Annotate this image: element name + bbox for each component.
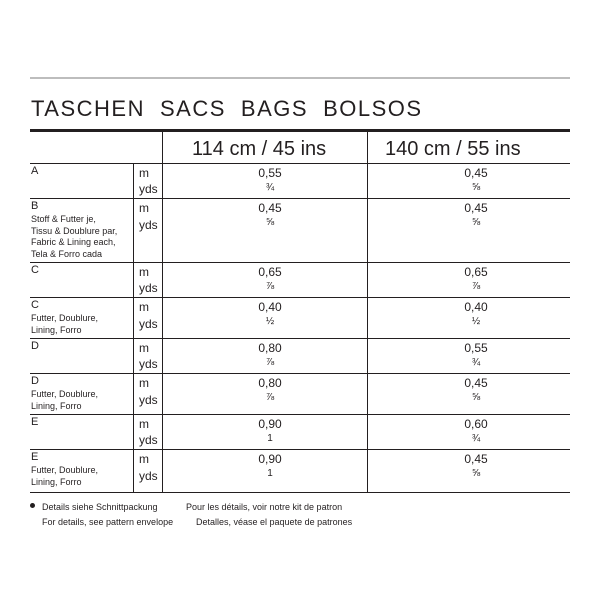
unit-yds: yds <box>139 357 158 371</box>
row-sublabel: Futter, Doublure, Lining, Forro <box>31 465 99 487</box>
value-140-m: 0,60 <box>464 417 488 431</box>
footer-de: Details siehe Schnittpackung <box>42 502 158 512</box>
value-140-yds: ⅝ <box>471 468 481 479</box>
footer-en: For details, see pattern envelope <box>42 517 174 527</box>
unit-m: m <box>139 300 149 314</box>
value-140-m: 0,40 <box>464 300 488 314</box>
value-114-yds: 1 <box>267 468 273 479</box>
table-row <box>30 198 570 262</box>
value-114-yds: 1 <box>267 433 273 444</box>
footer-es: Detalles, véase el paquete de patrones <box>196 517 353 527</box>
unit-yds: yds <box>139 281 158 295</box>
unit-m: m <box>139 265 149 279</box>
row-label: B <box>31 200 39 212</box>
value-114-m: 0,90 <box>258 452 282 466</box>
unit-m: m <box>139 201 149 215</box>
value-140-m: 0,45 <box>464 166 488 180</box>
bullet-icon <box>30 503 35 508</box>
value-140-yds: ½ <box>471 316 481 327</box>
value-114-m: 0,55 <box>258 166 282 180</box>
row-label: D <box>31 340 39 352</box>
title-es: BOLSOS <box>323 96 423 121</box>
row-sublabel: Futter, Doublure, Lining, Forro <box>31 389 99 411</box>
value-140-m: 0,45 <box>464 452 488 466</box>
row-label: E <box>31 451 39 463</box>
unit-yds: yds <box>139 317 158 331</box>
title-de: TASCHEN <box>31 96 145 121</box>
unit-m: m <box>139 166 149 180</box>
value-114-m: 0,80 <box>258 341 282 355</box>
value-140-yds: ⅞ <box>471 281 481 292</box>
value-140-yds: ⅝ <box>471 392 481 403</box>
value-140-yds: ⅝ <box>471 217 481 228</box>
value-114-yds: ½ <box>265 316 275 327</box>
unit-m: m <box>139 417 149 431</box>
unit-yds: yds <box>139 218 158 232</box>
row-sublabel: Futter, Doublure, Lining, Forro <box>31 313 99 335</box>
table-row <box>30 163 570 198</box>
row-label: C <box>31 299 39 311</box>
unit-m: m <box>139 376 149 390</box>
unit-yds: yds <box>139 469 158 483</box>
row-label: D <box>31 375 39 387</box>
value-140-m: 0,55 <box>464 341 488 355</box>
value-114-m: 0,65 <box>258 265 282 279</box>
unit-yds: yds <box>139 393 158 407</box>
table-row <box>30 373 570 414</box>
value-114-m: 0,80 <box>258 376 282 390</box>
unit-yds: yds <box>139 182 158 196</box>
column-header-140: 140 cm / 55 ins <box>385 138 521 160</box>
value-140-yds: ⅝ <box>471 182 481 193</box>
header-rule <box>30 129 570 132</box>
row-label: A <box>31 165 39 177</box>
value-114-yds: ¾ <box>265 182 275 193</box>
row-label: E <box>31 416 39 428</box>
value-140-yds: ¾ <box>471 357 481 368</box>
table-row <box>30 449 570 492</box>
title-en: BAGS <box>240 96 309 121</box>
value-114-m: 0,90 <box>258 417 282 431</box>
table-row <box>30 338 570 373</box>
value-140-yds: ¾ <box>471 433 481 444</box>
value-114-yds: ⅞ <box>265 357 275 368</box>
row-divider <box>30 492 570 493</box>
column-header-114: 114 cm / 45 ins <box>192 138 327 160</box>
value-114-m: 0,45 <box>258 201 282 215</box>
value-114-m: 0,40 <box>258 300 282 314</box>
value-114-yds: ⅞ <box>265 392 275 403</box>
value-140-m: 0,65 <box>464 265 488 279</box>
row-label: C <box>31 264 39 276</box>
top-rule <box>30 77 570 79</box>
footer-fr: Pour les détails, voir notre kit de patron <box>186 502 343 512</box>
value-114-yds: ⅝ <box>265 217 275 228</box>
title-fr: SACS <box>160 96 226 121</box>
page-title <box>31 96 438 122</box>
table-row <box>30 262 570 297</box>
unit-yds: yds <box>139 433 158 447</box>
value-140-m: 0,45 <box>464 201 488 215</box>
table-row <box>30 297 570 338</box>
value-140-m: 0,45 <box>464 376 488 390</box>
value-114-yds: ⅞ <box>265 281 275 292</box>
row-sublabel: Stoff & Futter je, Tissu & Doublure par, Fabric & Lining each, Tela & Forro cada <box>31 214 118 259</box>
table-row <box>30 414 570 449</box>
unit-m: m <box>139 452 149 466</box>
unit-m: m <box>139 341 149 355</box>
